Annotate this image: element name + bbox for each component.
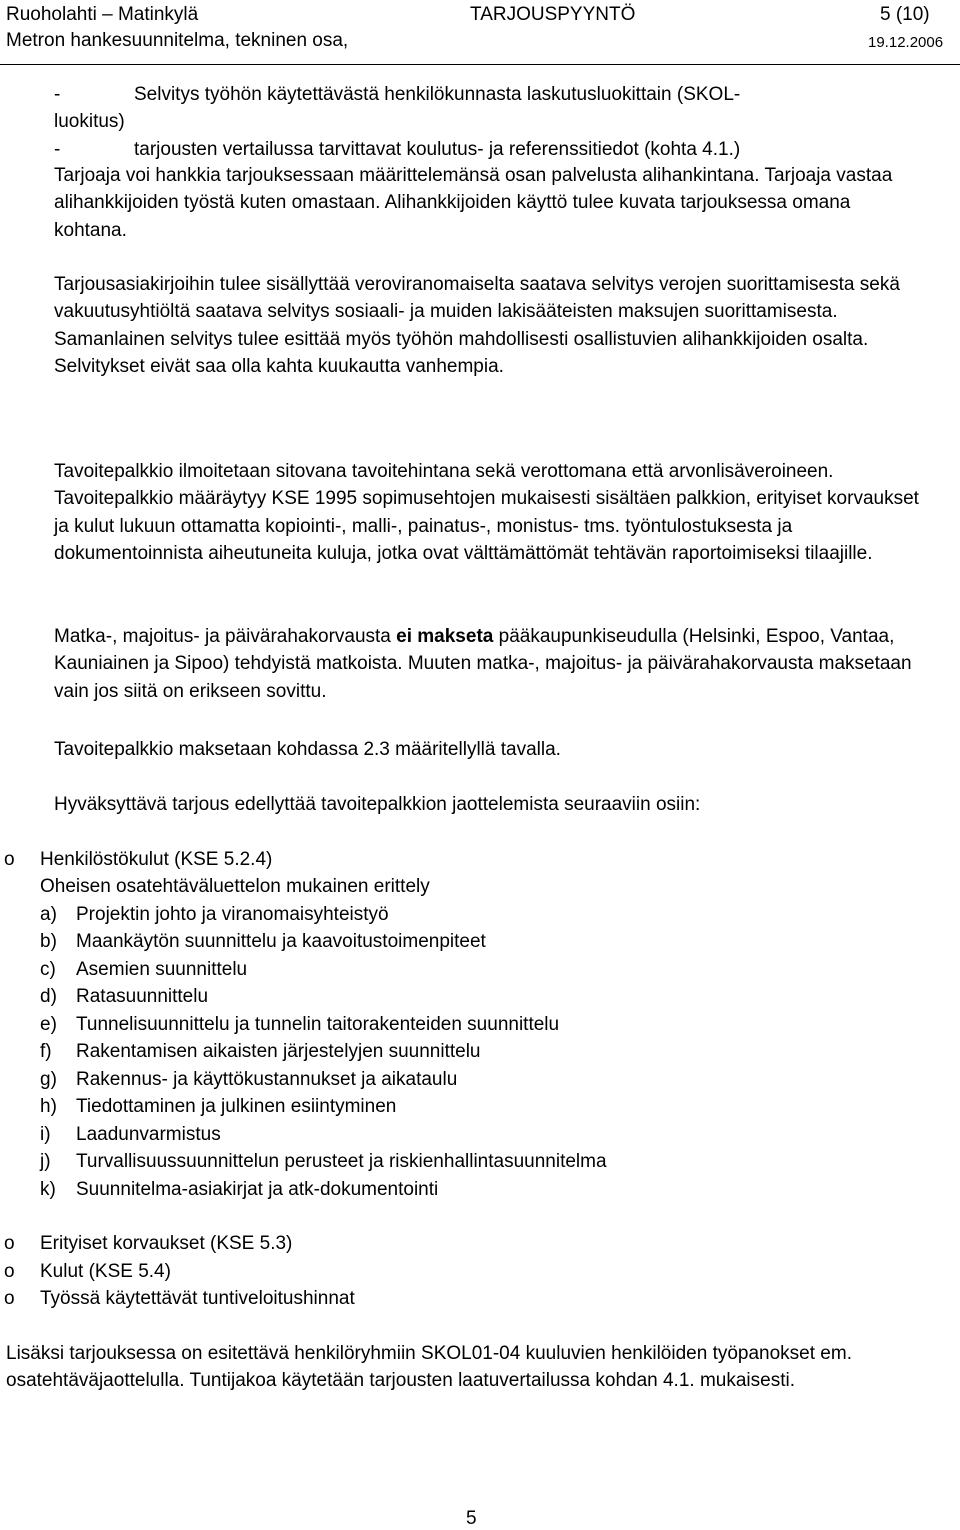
list-item-label: g) — [40, 1069, 57, 1090]
header-page-number: 5 (10) — [880, 4, 930, 25]
list-item-label: f) — [40, 1041, 52, 1062]
paragraph-tax-certificates: Tarjousasiakirjoihin tulee sisällyttää veroviranomaiselta saatava selvitys verojen suorittamisesta sekä vakuutusyhtiöltä saatava selvitys sosiaali- ja muiden lakisääteisten maksujen suorittamisesta. Samanlainen selvitys tulee esittää myös työhön mahdollisesti osallistuvien alihankkijoiden osalta. Selvitykset eivät saa olla kahta kuukautta vanhempia. — [54, 274, 900, 378]
list-item-label: i) — [40, 1124, 51, 1145]
header-project: Ruoholahti – Matinkylä — [6, 4, 199, 25]
list-item-label: b) — [40, 931, 57, 952]
dash-mark-2: - — [54, 139, 61, 160]
bullet-mark: o — [4, 1261, 15, 1282]
list-item-label: c) — [40, 959, 56, 980]
list-item: Ratasuunnittelu — [76, 986, 209, 1007]
bullet-hourly-rates: Työssä käytettävät tuntiveloitushinnat — [40, 1288, 355, 1309]
list-item: Rakentamisen aikaisten järjestelyjen suunnittelu — [76, 1041, 481, 1062]
dash-item-1-line1: Selvitys työhön käytettävästä henkilökunnasta laskutusluokittain (SKOL- — [134, 84, 741, 105]
footer-page-number: 5 — [466, 1508, 477, 1529]
header-subtitle: Metron hankesuunnitelma, tekninen osa, — [6, 30, 349, 51]
list-item: Rakennus- ja käyttökustannukset ja aikataulu — [76, 1069, 458, 1090]
list-item-label: k) — [40, 1179, 56, 1200]
list-item: Laadunvarmistus — [76, 1124, 221, 1145]
header-date: 19.12.2006 — [868, 34, 944, 51]
bullet-mark: o — [4, 1288, 15, 1309]
paragraph-target-fee: Tavoitepalkkio ilmoitetaan sitovana tavoitehintana sekä verottomana että arvonlisäveroineen. Tavoitepalkkio määräytyy KSE 1995 sopimusehtojen mukaisesti sisältäen palkkion, erityiset korvaukset ja kulut lukuun ottamatta kopiointi-, malli-, painatus-, monistus- tms. työntulostuksesta ja dokumentoinnista aiheutuneita kuluja, jotka ovat välttämättömät tehtävän raportoimiseksi tilaajille. — [54, 461, 919, 565]
paragraph-payment: Tavoitepalkkio maksetaan kohdassa 2.3 määritellyllä tavalla. — [54, 739, 561, 760]
list-item-label: h) — [40, 1096, 57, 1117]
list-item: Tunnelisuunnittelu ja tunnelin taitorakenteiden suunnittelu — [76, 1014, 560, 1035]
list-item-label: d) — [40, 986, 57, 1007]
paragraph-travel-expenses — [54, 623, 926, 705]
bullet-mark: o — [4, 849, 15, 870]
list-item-label: a) — [40, 904, 57, 925]
list-item: Tiedottaminen ja julkinen esiintyminen — [76, 1096, 397, 1117]
bullet-personnel-intro: Oheisen osatehtäväluettelon mukainen erittely — [40, 876, 430, 897]
paragraph-subcontracting: Tarjoaja voi hankkia tarjouksessaan määrittelemänsä osan palvelusta alihankintana. Tarjoaja vastaa alihankkijoiden työstä kuten omastaan. Alihankkijoiden käyttö tulee kuvata tarjouksessa omana kohtana. — [54, 165, 893, 241]
bullet-costs: Kulut (KSE 5.4) — [40, 1261, 171, 1282]
bullet-mark: o — [4, 1233, 15, 1254]
list-item-label: j) — [40, 1151, 51, 1172]
list-item: Projektin johto ja viranomaisyhteistyö — [76, 904, 389, 925]
list-item: Turvallisuussuunnittelun perusteet ja riskienhallintasuunnitelma — [76, 1151, 607, 1172]
dash-item-2: tarjousten vertailussa tarvittavat koulutus- ja referenssitiedot (kohta 4.1.) — [134, 139, 741, 160]
travel-text-pre: Matka-, majoitus- ja päivärahakorvausta — [54, 626, 397, 647]
paragraph-closing: Lisäksi tarjouksessa on esitettävä henkilöryhmiin SKOL01-04 kuuluvien henkilöiden työpanokset em. osatehtäväjaottelulla. Tuntijakoa käytetään tarjousten laatuvertailussa kohdan 4.1. mukaisesti. — [6, 1343, 852, 1392]
travel-text-bold: ei makseta — [396, 626, 494, 647]
list-item: Asemien suunnittelu — [76, 959, 248, 980]
dash-item-1-line2: luokitus) — [54, 111, 125, 132]
header-doc-type: TARJOUSPYYNTÖ — [470, 4, 636, 25]
bullet-personnel-costs: Henkilöstökulut (KSE 5.2.4) — [40, 849, 273, 870]
list-item-label: e) — [40, 1014, 57, 1035]
list-item: Maankäytön suunnittelu ja kaavoitustoimenpiteet — [76, 931, 486, 952]
header-rule — [0, 64, 960, 65]
list-item: Suunnitelma-asiakirjat ja atk-dokumentointi — [76, 1179, 439, 1200]
bullet-special-compensation: Erityiset korvaukset (KSE 5.3) — [40, 1233, 293, 1254]
paragraph-breakdown: Hyväksyttävä tarjous edellyttää tavoitepalkkion jaottelemista seuraaviin osiin: — [54, 794, 701, 815]
travel-text-post: pääkaupunkiseudulla (Helsinki, Espoo, Vantaa, Kauniainen ja Sipoo) tehdyistä matkoista. Muuten matka-, majoitus- ja päivärahakorvausta maksetaan vain jos siitä on erikseen sovittu. — [54, 626, 912, 702]
dash-mark-1: - — [54, 84, 61, 105]
